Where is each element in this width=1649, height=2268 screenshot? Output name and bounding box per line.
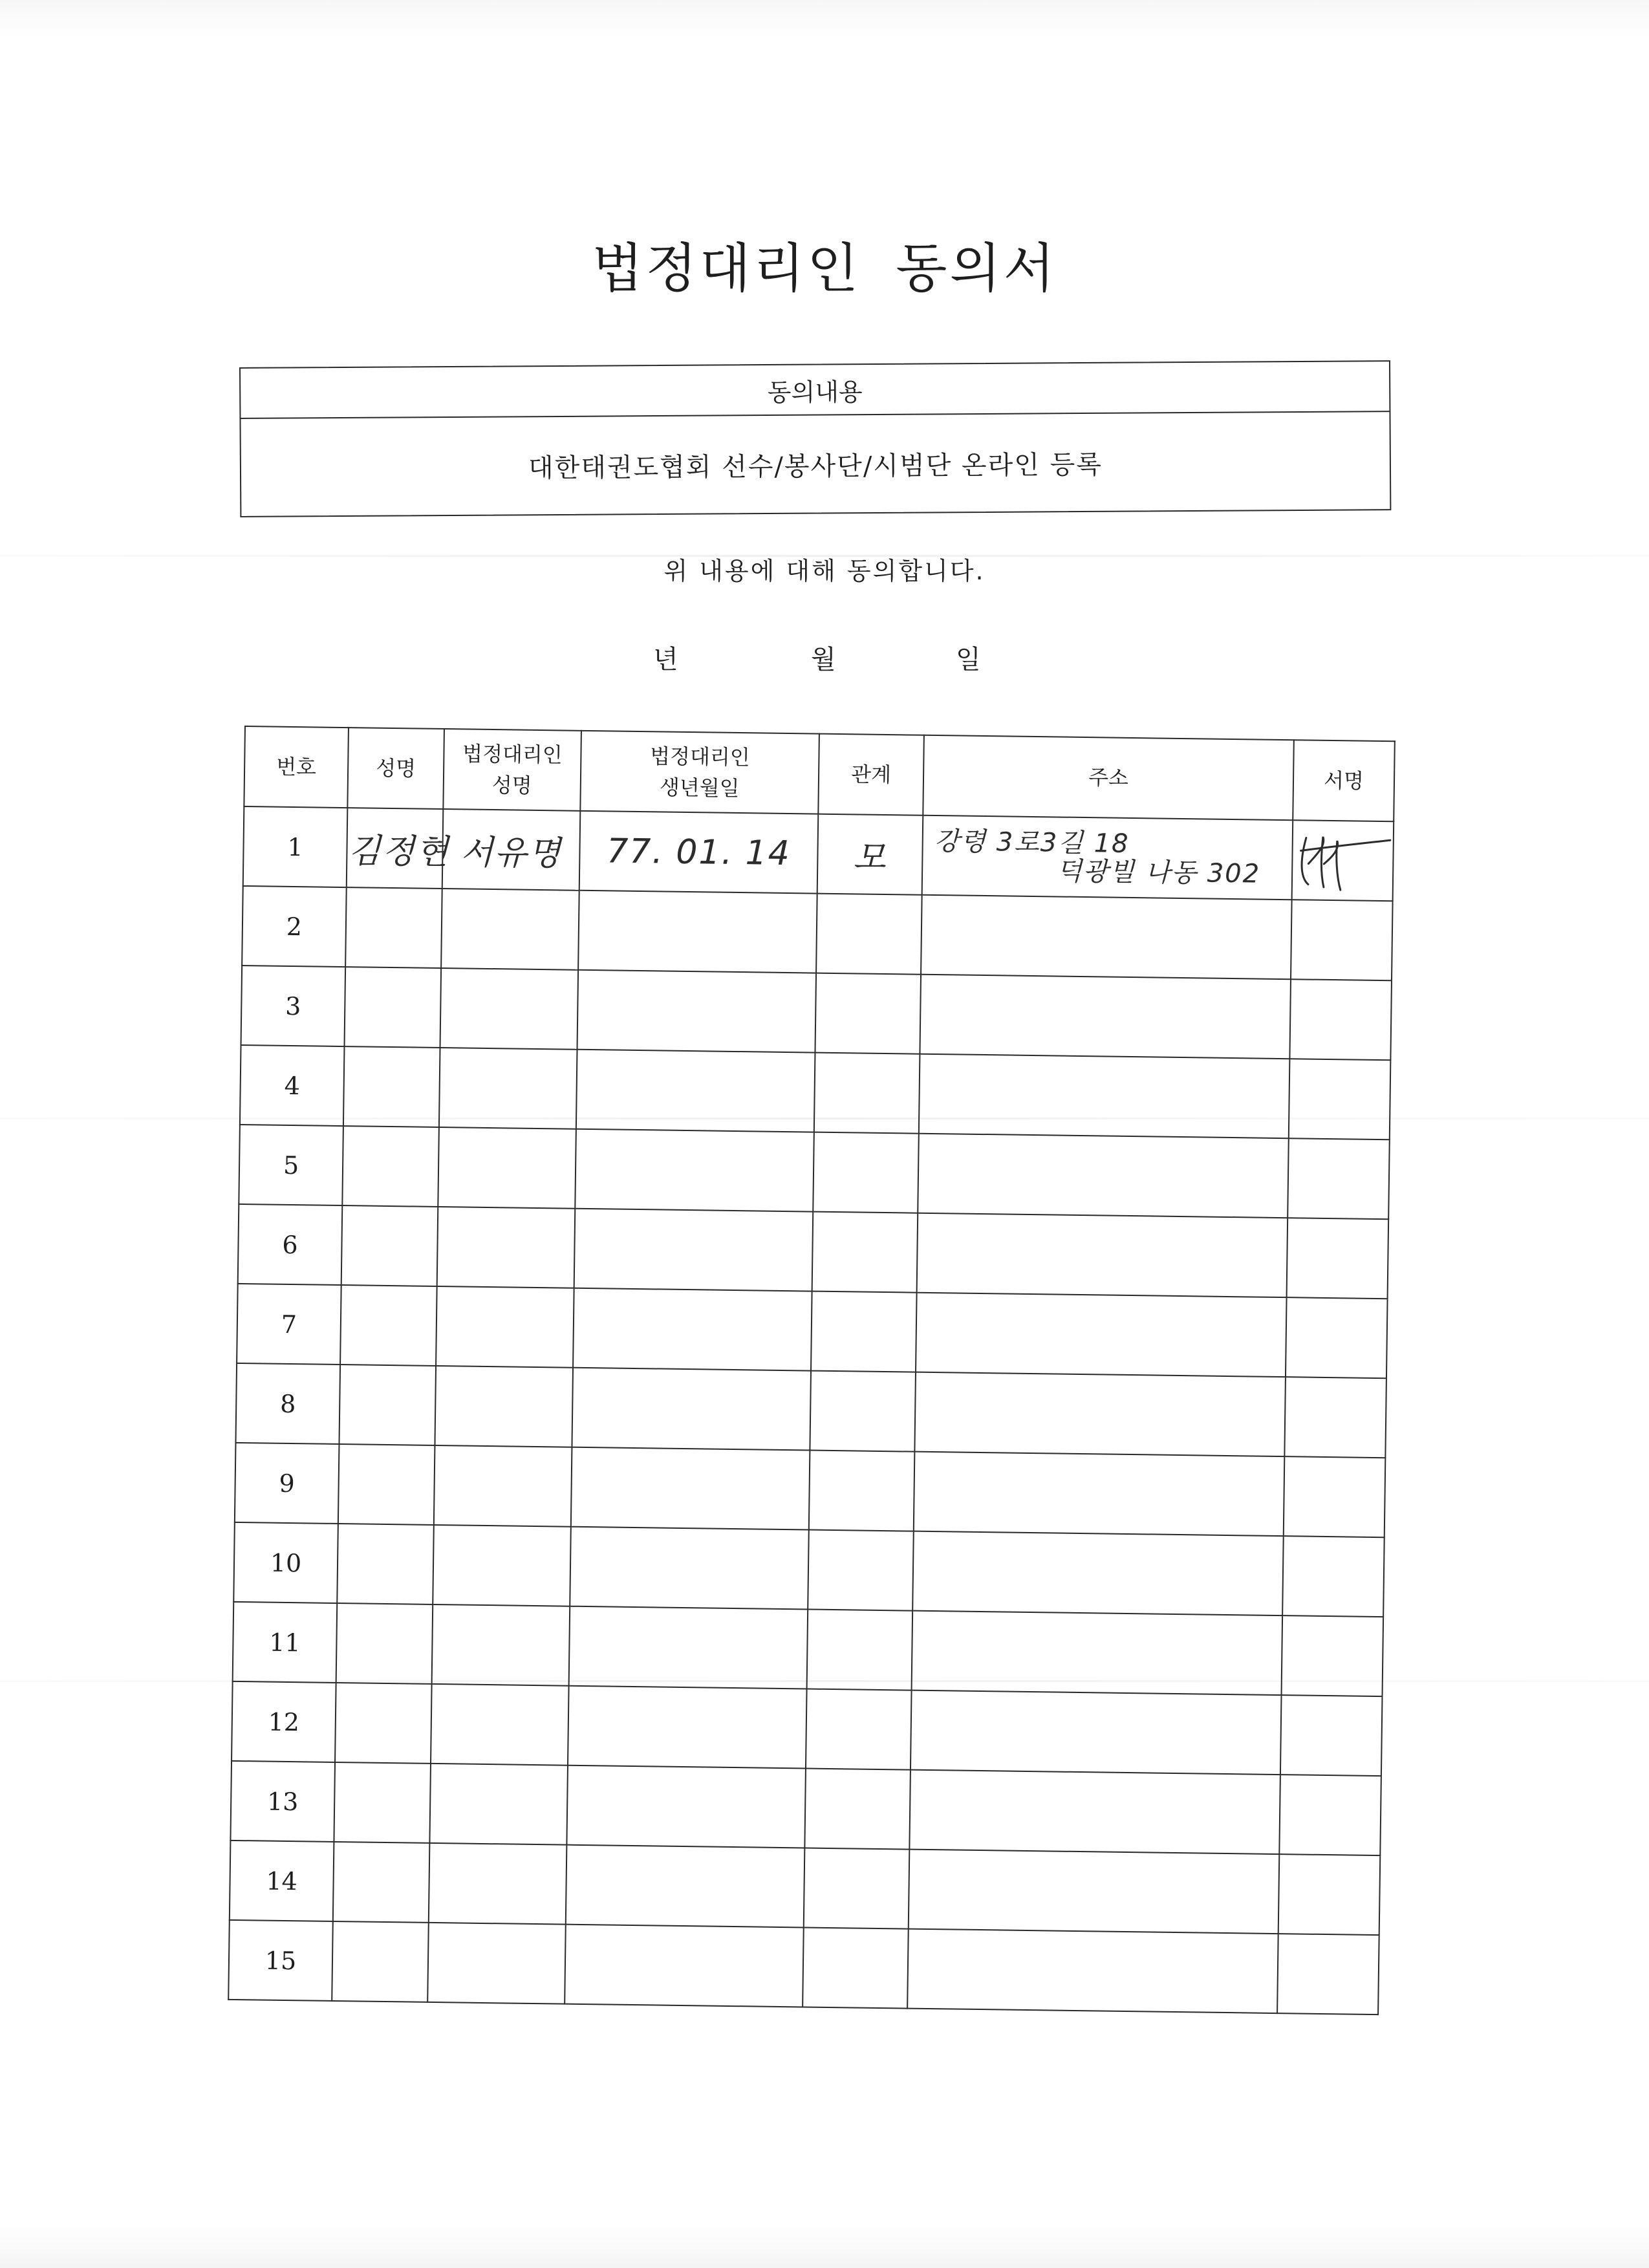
handwritten-relation: 모 (852, 838, 887, 878)
row-address (914, 1452, 1285, 1536)
row-guardian-birth (575, 1129, 814, 1212)
row-address (909, 1850, 1280, 1934)
row-address (912, 1531, 1284, 1615)
row-number: 12 (232, 1681, 336, 1762)
row-name (345, 887, 442, 968)
row-relation (806, 1689, 912, 1770)
guardian-table-wrapper (228, 726, 1394, 2015)
row-number: 10 (233, 1522, 338, 1603)
row-name (347, 808, 450, 889)
row-name (335, 1683, 432, 1764)
table-row (240, 1045, 1390, 1139)
handwritten-guardian-birth: 77. 01. 14 (606, 831, 792, 873)
consent-content-header: 동의내용 (241, 362, 1389, 419)
consent-content-box (239, 360, 1391, 517)
row-signature (1289, 979, 1392, 1060)
row-relation (809, 1451, 915, 1531)
row-number: 4 (240, 1045, 345, 1126)
row-address (919, 1054, 1290, 1138)
row-guardian-birth (579, 811, 819, 894)
row-address (909, 1770, 1280, 1854)
date-month-label: 월 (811, 645, 836, 675)
row-guardian-birth (576, 1050, 815, 1132)
row-number: 14 (230, 1841, 334, 1921)
row-guardian-name (440, 968, 579, 1050)
row-guardian-name (435, 1366, 573, 1447)
date-day-label: 일 (956, 645, 981, 675)
row-address (907, 1929, 1278, 2013)
row-relation (810, 1371, 916, 1452)
row-guardian-name (438, 1127, 576, 1209)
row-guardian-name (429, 1843, 567, 1925)
row-address (916, 1293, 1287, 1377)
table-row (239, 1125, 1389, 1219)
row-number: 11 (233, 1602, 338, 1683)
header-guardian-birth (580, 731, 819, 814)
table-row (238, 1204, 1388, 1299)
row-relation (804, 1768, 911, 1849)
row-guardian-name (436, 1286, 574, 1368)
table-row (230, 1761, 1381, 1855)
row-signature (1277, 1934, 1379, 2014)
row-address (911, 1690, 1282, 1775)
row-number: 3 (241, 966, 346, 1046)
row-signature (1282, 1536, 1385, 1617)
row-name (342, 1126, 439, 1207)
row-signature (1282, 1615, 1384, 1696)
row-address (912, 1611, 1283, 1695)
row-guardian-name (427, 1923, 566, 2004)
header-guardian-name (443, 729, 581, 811)
row-guardian-birth (574, 1209, 814, 1291)
row-name (337, 1524, 434, 1604)
row-number: 7 (237, 1284, 341, 1365)
table-row (235, 1363, 1386, 1458)
table-row (243, 806, 1394, 901)
row-address (918, 1134, 1289, 1218)
row-relation (811, 1291, 917, 1372)
row-signature (1292, 820, 1394, 901)
row-guardian-birth (565, 1925, 804, 2007)
handwritten-name: 김정현 (348, 832, 450, 872)
row-guardian-birth (571, 1447, 810, 1530)
row-number: 13 (230, 1761, 335, 1842)
row-address (914, 1372, 1286, 1456)
row-signature (1284, 1456, 1386, 1537)
row-signature (1287, 1218, 1389, 1299)
row-name (336, 1603, 433, 1684)
row-number: 2 (242, 886, 347, 967)
table-row (235, 1443, 1385, 1537)
row-name (343, 1046, 440, 1127)
row-guardian-birth (569, 1606, 808, 1689)
row-guardian-name (434, 1445, 572, 1527)
guardian-consent-table (228, 726, 1396, 2015)
table-row (241, 966, 1392, 1060)
row-number: 15 (228, 1920, 333, 2001)
row-guardian-birth (572, 1368, 811, 1451)
row-signature (1288, 1138, 1390, 1219)
row-signature (1286, 1297, 1388, 1378)
table-row (228, 1920, 1379, 2014)
row-address (920, 975, 1291, 1059)
row-relation (815, 973, 921, 1054)
row-name (338, 1444, 435, 1525)
header-name: 성명 (347, 728, 444, 809)
row-name (345, 967, 442, 1048)
row-guardian-birth (566, 1845, 805, 1928)
row-guardian-name (439, 1048, 577, 1129)
header-address: 주소 (923, 735, 1294, 820)
row-relation (817, 814, 923, 895)
table-row (233, 1602, 1383, 1696)
table-row (242, 886, 1392, 980)
row-relation (812, 1212, 918, 1293)
row-guardian-birth (577, 970, 816, 1053)
table-row (232, 1681, 1382, 1776)
header-signature: 서명 (1293, 740, 1395, 821)
row-guardian-birth (573, 1288, 812, 1371)
row-guardian-name (441, 889, 579, 970)
row-number: 6 (238, 1204, 343, 1285)
handwritten-address-line1: 강령 3로3길 18 (934, 826, 1130, 859)
header-relation: 관계 (818, 734, 924, 815)
header-guardian-name-line2: 성명 (491, 773, 532, 798)
handwritten-guardian-name: 서유명 (460, 833, 563, 874)
handwritten-address-line2: 덕광빌 나동 302 (1056, 856, 1261, 889)
date-year-label: 년 (653, 645, 678, 675)
row-signature (1278, 1854, 1381, 1935)
row-relation (816, 894, 922, 975)
row-guardian-name (433, 1525, 571, 1606)
row-number: 5 (239, 1125, 343, 1205)
row-number: 1 (243, 806, 348, 887)
row-number: 8 (235, 1363, 340, 1444)
row-guardian-birth (578, 891, 817, 973)
row-guardian-name (431, 1684, 569, 1766)
header-guardian-birth-line2: 생년월일 (659, 775, 740, 801)
row-address (921, 895, 1292, 979)
table-header-row (244, 726, 1394, 821)
row-guardian-name (442, 809, 581, 891)
header-no: 번호 (244, 726, 349, 808)
row-name (334, 1762, 431, 1843)
row-guardian-name (437, 1207, 576, 1288)
row-relation (808, 1530, 914, 1611)
document-title: 법정대리인 동의서 (592, 238, 1057, 299)
row-signature (1280, 1695, 1383, 1776)
row-address (922, 815, 1293, 900)
table-row (233, 1522, 1384, 1617)
row-signature (1284, 1377, 1386, 1458)
row-relation (804, 1848, 910, 1928)
row-guardian-name (432, 1604, 570, 1686)
row-name (332, 1921, 429, 2002)
consent-content-text: 대한태권도협회 선수/봉사단/시범단 온라인 등록 (528, 449, 1103, 483)
header-guardian-birth-line1: 법정대리인 (649, 744, 750, 770)
row-signature (1291, 900, 1393, 980)
row-guardian-birth (570, 1527, 809, 1610)
header-guardian-name-line1: 법정대리인 (462, 741, 563, 768)
table-row (230, 1841, 1380, 1935)
signature-scribble-icon (1294, 825, 1392, 897)
row-name (340, 1285, 437, 1366)
row-name (339, 1365, 436, 1445)
row-relation (803, 1927, 909, 2008)
row-number: 9 (235, 1443, 339, 1524)
agreement-statement: 위 내용에 대해 동의합니다. (663, 557, 986, 585)
row-address (917, 1213, 1288, 1297)
table-row (237, 1284, 1387, 1378)
row-guardian-birth (568, 1686, 807, 1769)
row-signature (1279, 1775, 1381, 1855)
row-name (341, 1205, 438, 1286)
row-guardian-name (429, 1764, 568, 1845)
row-guardian-birth (566, 1766, 806, 1848)
row-signature (1289, 1059, 1391, 1139)
row-relation (807, 1610, 913, 1690)
row-relation (813, 1132, 919, 1213)
row-relation (814, 1053, 920, 1134)
row-name (333, 1842, 430, 1923)
handwritten-address (923, 826, 1291, 888)
